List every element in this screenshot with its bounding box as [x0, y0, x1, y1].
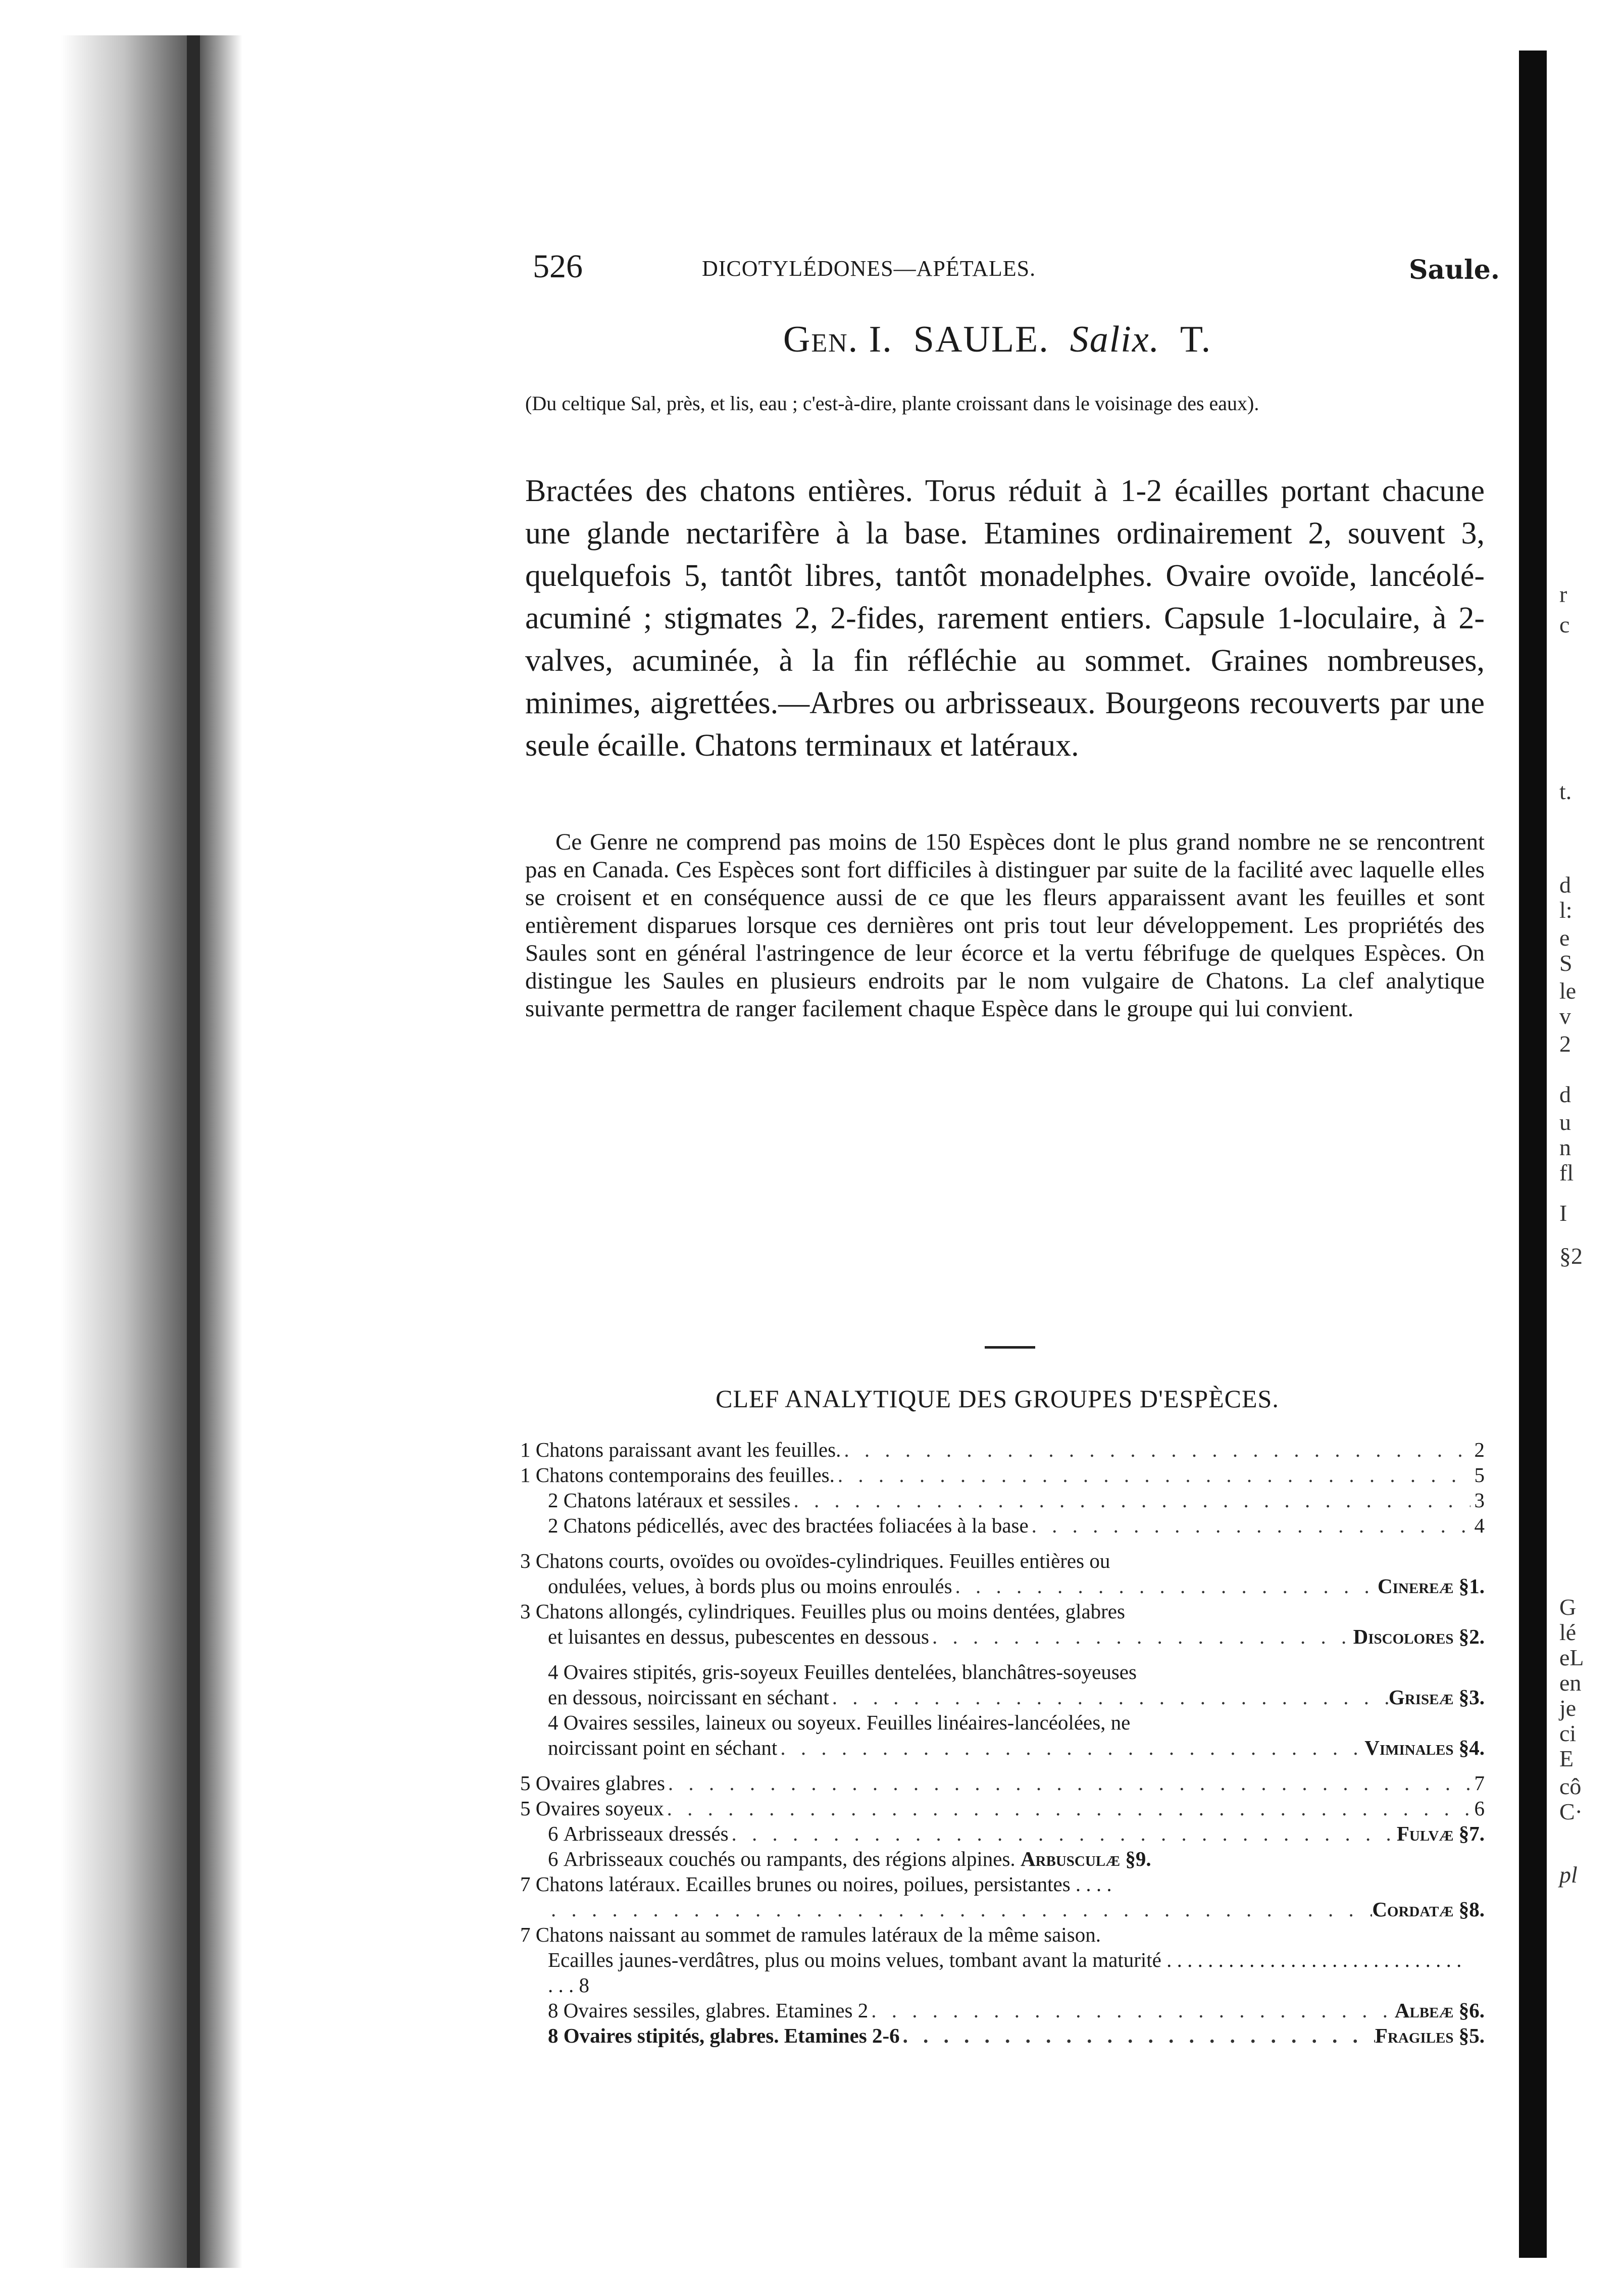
- genus-name: SAULE.: [913, 319, 1049, 360]
- fragment-text: E: [1559, 1746, 1574, 1771]
- key-entry: [520, 1548, 1485, 1599]
- key-entry: [520, 1998, 1485, 2023]
- genus-paragraph: Ce Genre ne comprend pas moins de 150 Espèces dont le plus grand nombre ne se rencontrent pas en Canada. Ces Espèces sont fort difficiles à distinguer par suite de la facilité avec laquelle elles se croisent et en conséquence aussi de ce que les fleurs apparaissent avant les feuilles et sont entièrement disparues lorsque ces dernières ont pris tout leur développement. Les propriétés des Saules sont en général l'astringence de leur écorce et la vertu fébrifuge de quelques Espèces. On distingue les Saules en plusieurs endroits par le nom vulgaire de Chatons. La clef analytique suivante permettra de ranger facilement chaque Espèce dans le groupe qui lui convient.: [525, 829, 1485, 1022]
- fragment-text: u: [1559, 1109, 1571, 1135]
- key-entry: [520, 1846, 1485, 1871]
- genus-prefix: Gen. I.: [783, 319, 893, 360]
- genus-latin-name: Salix.: [1070, 319, 1160, 360]
- key-title: CLEF ANALYTIQUE DES GROUPES D'ESPÈCES.: [716, 1384, 1279, 1413]
- fragment-text: c: [1559, 612, 1570, 637]
- key-entry: 7 Chatons naissant au sommet de ramules latéraux de la même saison. Ecailles jaunes-verdâtres, plus ou moins velues, tombant avant la maturité . . . . . . . . . . . . . . . . . . . . . . . . . . . . . . . . 8: [520, 1923, 1462, 1997]
- key-number: 6: [548, 1847, 559, 1870]
- key-entry: [520, 1462, 1485, 1488]
- fragment-text: I: [1559, 1200, 1567, 1226]
- fragment-text: C·: [1559, 1799, 1583, 1824]
- key-text: Chatons contemporains des feuilles.: [535, 1463, 835, 1487]
- key-entry: [520, 1488, 1485, 1513]
- key-text-continued: Ecailles jaunes-verdâtres, plus ou moins velues, tombant avant la maturité: [548, 1948, 1161, 1971]
- section-divider: [985, 1346, 1035, 1349]
- fragment-text: t.: [1559, 778, 1572, 804]
- fragment-text: l:: [1559, 897, 1572, 923]
- key-group-target: Albeæ §6.: [1394, 1999, 1485, 2022]
- key-entry: [520, 1599, 1485, 1649]
- key-number: 1: [520, 1438, 531, 1461]
- key-number: 3: [520, 1600, 531, 1623]
- key-group-target: Discolores §2.: [1353, 1625, 1485, 1648]
- key-text: Ovaires stipités, gris-soyeux Feuilles dentelées, blanchâtres-soyeuses: [563, 1660, 1137, 1684]
- key-text: Chatons courts, ovoïdes ou ovoïdes-cylindriques. Feuilles entières ou: [535, 1549, 1110, 1572]
- running-head: [505, 247, 1500, 288]
- key-text-continued: en dessous, noircissant en séchant: [548, 1686, 829, 1709]
- key-target: 5: [1474, 1463, 1485, 1487]
- key-number: 7: [520, 1872, 531, 1896]
- key-text: Ovaires sessiles, glabres. Etamines 2: [563, 1999, 869, 2022]
- key-entry: [520, 1437, 1485, 1462]
- key-target: 2: [1474, 1438, 1485, 1461]
- key-text-continued: et luisantes en dessus, pubescentes en dessous: [548, 1625, 929, 1648]
- key-number: 7: [520, 1923, 531, 1946]
- scan-shadow-left: [61, 35, 242, 2268]
- key-text: Chatons paraissant avant les feuilles.: [535, 1438, 841, 1461]
- key-group-target: Fragiles §5.: [1375, 2024, 1485, 2047]
- key-target: 6: [1474, 1797, 1485, 1820]
- key-entry: [520, 1770, 1485, 1796]
- key-entry: [520, 1659, 1485, 1710]
- fragment-text: en: [1559, 1670, 1582, 1696]
- fragment-text: je: [1559, 1695, 1577, 1721]
- running-head-title: DICOTYLÉDONES—APÉTALES.: [702, 256, 1036, 281]
- fragment-text: 2: [1559, 1031, 1571, 1057]
- key-group-target: Cinereæ §1.: [1378, 1574, 1485, 1598]
- key-number: 8: [548, 2024, 559, 2047]
- key-text: Ovaires stipités, glabres. Etamines 2-6: [563, 2024, 900, 2047]
- fragment-text: cô: [1559, 1773, 1582, 1799]
- fragment-text: d: [1559, 872, 1571, 898]
- fragment-text: fl: [1559, 1160, 1574, 1185]
- key-group-target: Fulvæ §7.: [1396, 1822, 1485, 1845]
- genus-heading: [505, 318, 1490, 361]
- key-number: 4: [548, 1660, 559, 1684]
- key-entry: [520, 2023, 1485, 2048]
- key-text: Chatons naissant au sommet de ramules latéraux de la même saison.: [535, 1923, 1101, 1946]
- fragment-text: ci: [1559, 1720, 1577, 1746]
- facing-page-fragment: [1555, 0, 1624, 2277]
- running-head-genus: Saule.: [1409, 255, 1500, 285]
- key-entry: [520, 1513, 1485, 1538]
- genus-author: T.: [1180, 319, 1212, 360]
- key-group-target: Griseæ §3.: [1388, 1686, 1485, 1709]
- key-text: Arbrisseaux dressés: [563, 1822, 729, 1845]
- fragment-text: d: [1559, 1081, 1571, 1107]
- key-entry: [520, 1821, 1485, 1846]
- key-target: 7: [1474, 1771, 1485, 1795]
- key-text: Chatons pédicellés, avec des bractées foliacées à la base: [563, 1514, 1029, 1537]
- key-text: Chatons allongés, cylindriques. Feuilles plus ou moins dentées, glabres: [535, 1600, 1125, 1623]
- key-number: 1: [520, 1463, 531, 1487]
- fragment-text: S: [1559, 950, 1572, 976]
- key-number: 8: [548, 1999, 559, 2022]
- key-entry: [520, 1871, 1485, 1922]
- fragment-text: n: [1559, 1134, 1571, 1160]
- binding-shadow: [1519, 51, 1547, 2258]
- fragment-text: eL: [1559, 1645, 1584, 1670]
- key-group-target: Arbusculæ §9.: [1020, 1847, 1151, 1870]
- key-entry: [520, 1710, 1485, 1760]
- key-text-continued: noircissant point en séchant: [548, 1736, 778, 1759]
- fragment-text: v: [1559, 1003, 1571, 1029]
- key-text: Ovaires soyeux: [535, 1797, 664, 1820]
- genus-description: Bractées des chatons entières. Torus réduit à 1-2 écailles portant chacune une glande nectarifère à la base. Etamines ordinairement 2, souvent 3, quelquefois 5, tantôt libres, tantôt monadelphes. Ovaire ovoïde, lancéolé-acuminé ; stigmates 2, 2-fides, rarement entiers. Capsule 1-loculaire, à 2-valves, acuminée, à la fin réfléchie au sommet. Graines nombreuses, minimes, aigrettées.—Arbres ou arbrisseaux. Bourgeons recouverts par une seule écaille. Chatons terminaux et latéraux.: [525, 474, 1485, 763]
- analytic-key: [520, 1437, 1485, 2048]
- key-text: Chatons latéraux et sessiles: [563, 1489, 791, 1512]
- key-number: 5: [520, 1771, 531, 1795]
- key-number: 2: [548, 1489, 559, 1512]
- key-text-continued: ondulées, velues, à bords plus ou moins enroulés: [548, 1574, 952, 1598]
- key-number: 3: [520, 1549, 531, 1572]
- key-text: Ovaires sessiles, laineux ou soyeux. Feuilles linéaires-lancéolées, ne: [563, 1711, 1131, 1734]
- key-entry: [520, 1796, 1485, 1821]
- key-text: Chatons latéraux. Ecailles brunes ou noires, poilues, persistantes . . . .: [535, 1872, 1112, 1896]
- key-target: 4: [1474, 1514, 1485, 1537]
- page-number: 526: [533, 248, 583, 285]
- key-text: Ovaires glabres: [535, 1771, 665, 1795]
- key-number: 6: [548, 1822, 559, 1845]
- fragment-text: §2: [1559, 1243, 1583, 1269]
- key-number: 2: [548, 1514, 559, 1537]
- fragment-text: pl: [1559, 1862, 1578, 1888]
- key-number: 4: [548, 1711, 559, 1734]
- key-number: 5: [520, 1797, 531, 1820]
- fragment-text: G: [1559, 1594, 1577, 1620]
- fragment-text: r: [1559, 581, 1567, 607]
- key-text: Arbrisseaux couchés ou rampants, des régions alpines.: [563, 1847, 1016, 1870]
- fragment-text: le: [1559, 978, 1577, 1004]
- etymology-note: (Du celtique Sal, près, et lis, eau ; c'est-à-dire, plante croissant dans le voisinage des eaux).: [525, 392, 1259, 415]
- key-group-target: Cordatæ §8.: [1372, 1898, 1485, 1921]
- key-target: 3: [1474, 1489, 1485, 1512]
- fragment-text: e: [1559, 925, 1570, 951]
- key-target: 8: [579, 1973, 589, 1997]
- key-group-target: Viminales §4.: [1364, 1736, 1485, 1759]
- fragment-text: lé: [1559, 1619, 1577, 1645]
